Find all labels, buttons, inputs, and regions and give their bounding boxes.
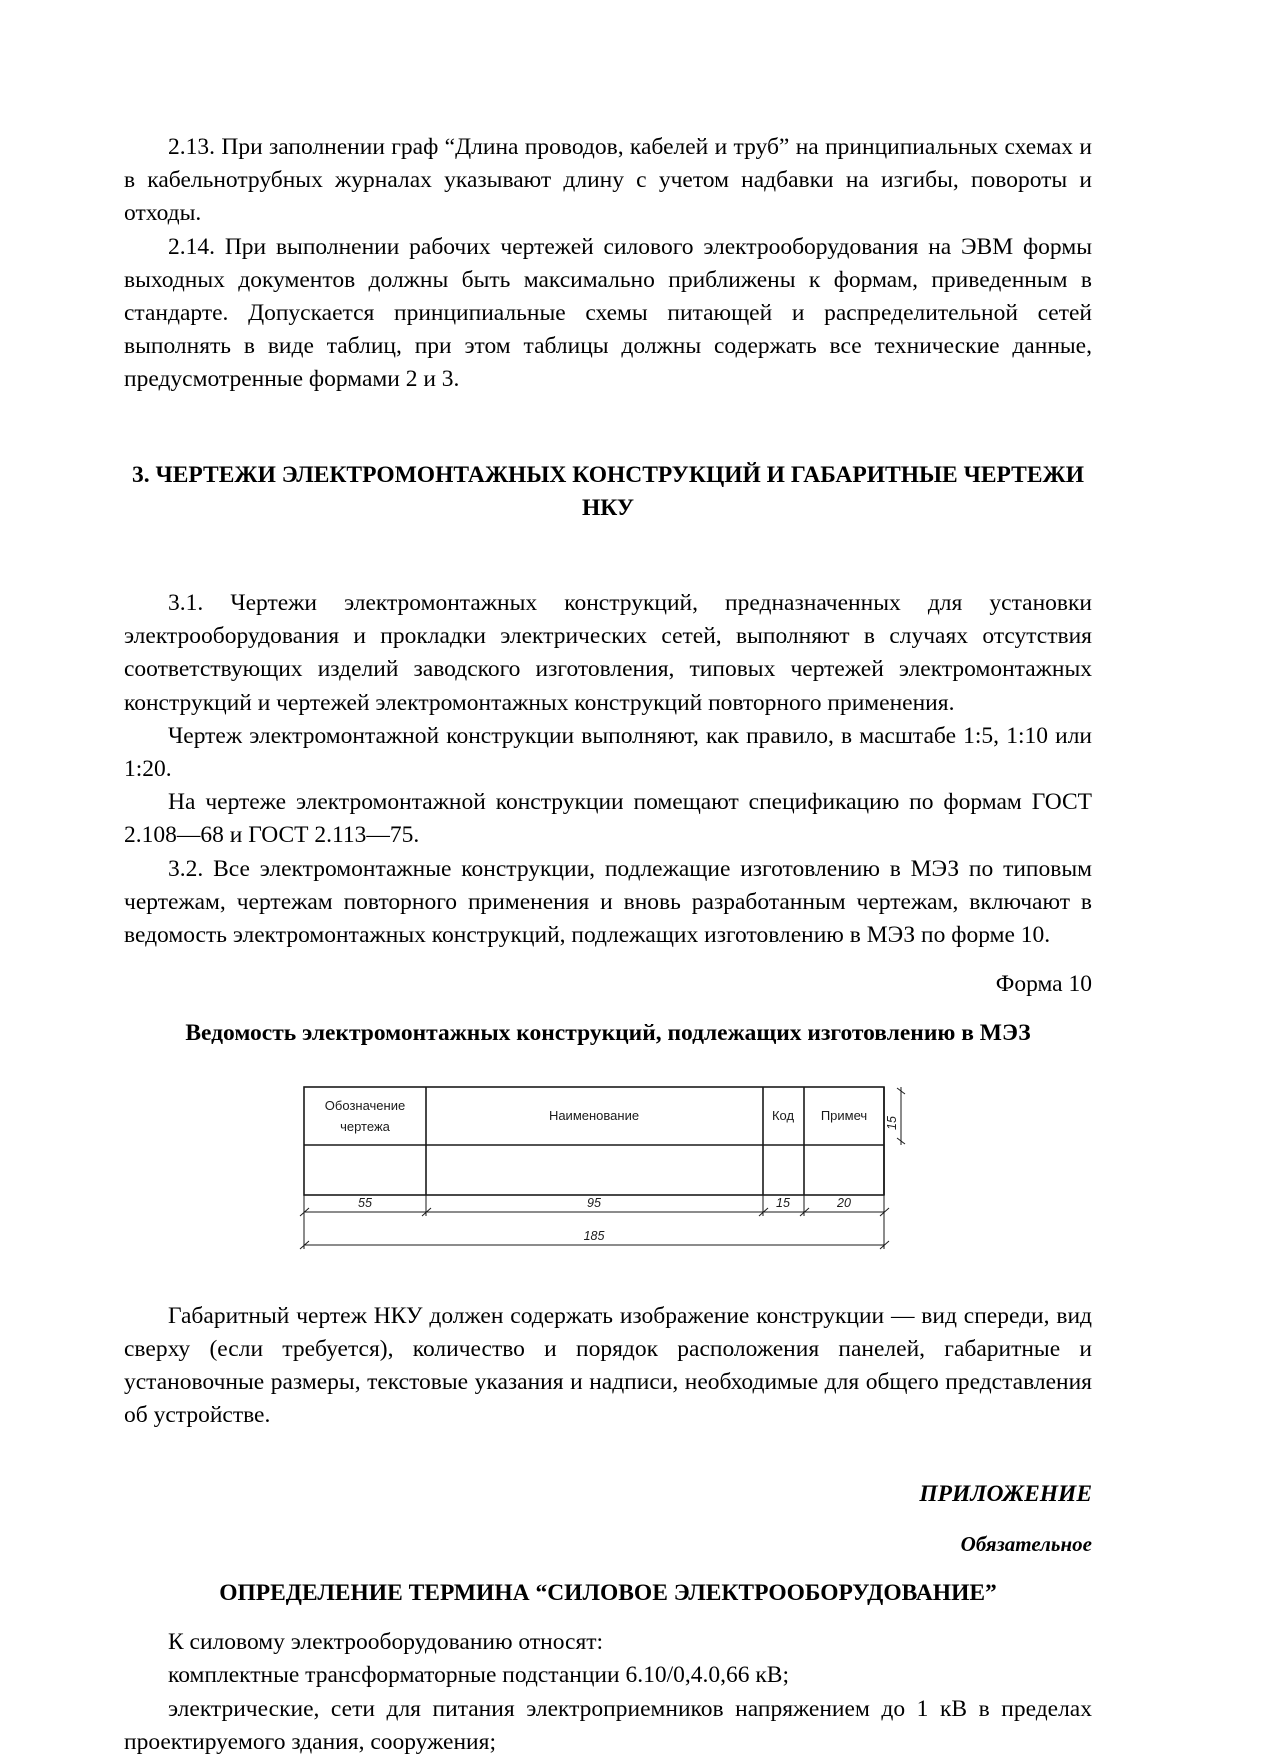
dimension-value-55: 55 xyxy=(358,1195,372,1210)
header-col1-line2: чертежа xyxy=(340,1118,390,1134)
paragraph-3-1: 3.1. Чертежи электромонтажных конструкций, предназначенных для установки электрооборудования и прокладки электрических сетей, выполняют в случаях отсутствия соответствующих изделий заводского изготовления, типовых чертежей электромонтажных конструкций и чертежей электромонтажных конструкций повторного применения. xyxy=(124,590,1092,716)
dimension-value-total: 185 xyxy=(583,1228,605,1243)
appendix-subtitle: Обязательное xyxy=(960,1531,1092,1556)
form-number-label: Форма 10 xyxy=(995,971,1092,998)
appendix-title: ПРИЛОЖЕНИЕ xyxy=(919,1481,1092,1508)
vertical-dimension-value: 15 xyxy=(885,1115,899,1130)
spacer-before-table-caption xyxy=(124,1001,1092,1017)
paragraph-3-2: 3.2. Все электромонтажные конструкции, подлежащие изготовлению в МЭЗ по типовым чертежам, чертежам повторного применения и вновь разработанным чертежам, включают в ведомость электромонтажных конструкций, подлежащих изготовлению в МЭЗ по форме 10. xyxy=(124,855,1092,949)
page-content xyxy=(124,131,1092,1759)
appendix-heading: ОПРЕДЕЛЕНИЕ ТЕРМИНА “СИЛОВОЕ ЭЛЕКТРООБОРУДОВАНИЕ” xyxy=(219,1579,997,1606)
dimension-value-15: 15 xyxy=(776,1195,790,1210)
vertical-dimension-line xyxy=(897,1087,905,1145)
spacer-before-appendix xyxy=(124,1432,1092,1478)
spacer-appendix-heading xyxy=(124,1561,1092,1577)
table-caption: Ведомость электромонтажных конструкций, подлежащих изготовлению в МЭЗ xyxy=(185,1020,1031,1047)
section-heading-3: 3. ЧЕРТЕЖИ ЭЛЕКТРОМОНТАЖНЫХ КОНСТРУКЦИЙ И ГАБАРИТНЫЕ ЧЕРТЕЖИ НКУ xyxy=(131,461,1085,521)
form-10-technical-drawing xyxy=(124,1079,1092,1254)
spacer-appendix-sub xyxy=(124,1512,1092,1528)
spacer-appendix-list xyxy=(124,1610,1092,1626)
appendix-line-intro: К силовому электрооборудованию относят: xyxy=(168,1629,604,1656)
spacer-before-figure xyxy=(124,1051,1092,1079)
spacer-before-form-label xyxy=(124,952,1092,968)
paragraph-specification: На чертеже электромонтажной конструкции помещают спецификацию по формам ГОСТ 2.108—68 и ГОСТ 2.113—75. xyxy=(124,789,1092,849)
spacer-after-figure xyxy=(124,1254,1092,1300)
dimension-value-20: 20 xyxy=(837,1195,851,1210)
header-col4: Примеч xyxy=(820,1107,868,1123)
paragraph-2-14: 2.14. При выполнении рабочих чертежей силового электрооборудования на ЭВМ формы выходных документов должны быть максимально приближены к формам, приведенным в стандарте. Допускается принципиальные схемы питающей и распределительной сетей выполнять в виде таблиц, при этом таблицы должны содержать все технические данные, предусмотренные формами 2 и 3. xyxy=(124,233,1092,393)
spacer-before-section-heading xyxy=(124,397,1092,459)
header-col1-line1: Обозначение xyxy=(324,1097,406,1113)
spacer-after-section-heading xyxy=(124,525,1092,587)
appendix-line-networks: электрические, сети для питания электроприемников напряжением до 1 кВ в пределах проектируемого здания, сооружения; xyxy=(124,1695,1092,1755)
paragraph-scale: Чертеж электромонтажной конструкции выполняют, как правило, в масштабе 1:5, 1:10 или 1:20. xyxy=(124,722,1092,783)
dimension-value-95: 95 xyxy=(587,1195,601,1210)
appendix-line-substations: комплектные трансформаторные подстанции 6.10/0,4.0,66 кВ; xyxy=(168,1662,789,1689)
header-col3: Код xyxy=(771,1107,795,1123)
paragraph-2-13: 2.13. При заполнении граф “Длина проводов, кабелей и труб” на принципиальных схемах и в кабельнотрубных журналах указывают длину с учетом надбавки на изгибы, повороты и отходы. xyxy=(124,134,1092,227)
header-col2: Наименование xyxy=(548,1107,640,1123)
paragraph-nku-outline-drawing: Габаритный чертеж НКУ должен содержать изображение конструкции — вид спереди, вид сверху (если требуется), количество и порядок расположения панелей, габаритные и установочные размеры, текстовые указания и надписи, необходимые для общего представления об устройстве. xyxy=(124,1302,1092,1429)
